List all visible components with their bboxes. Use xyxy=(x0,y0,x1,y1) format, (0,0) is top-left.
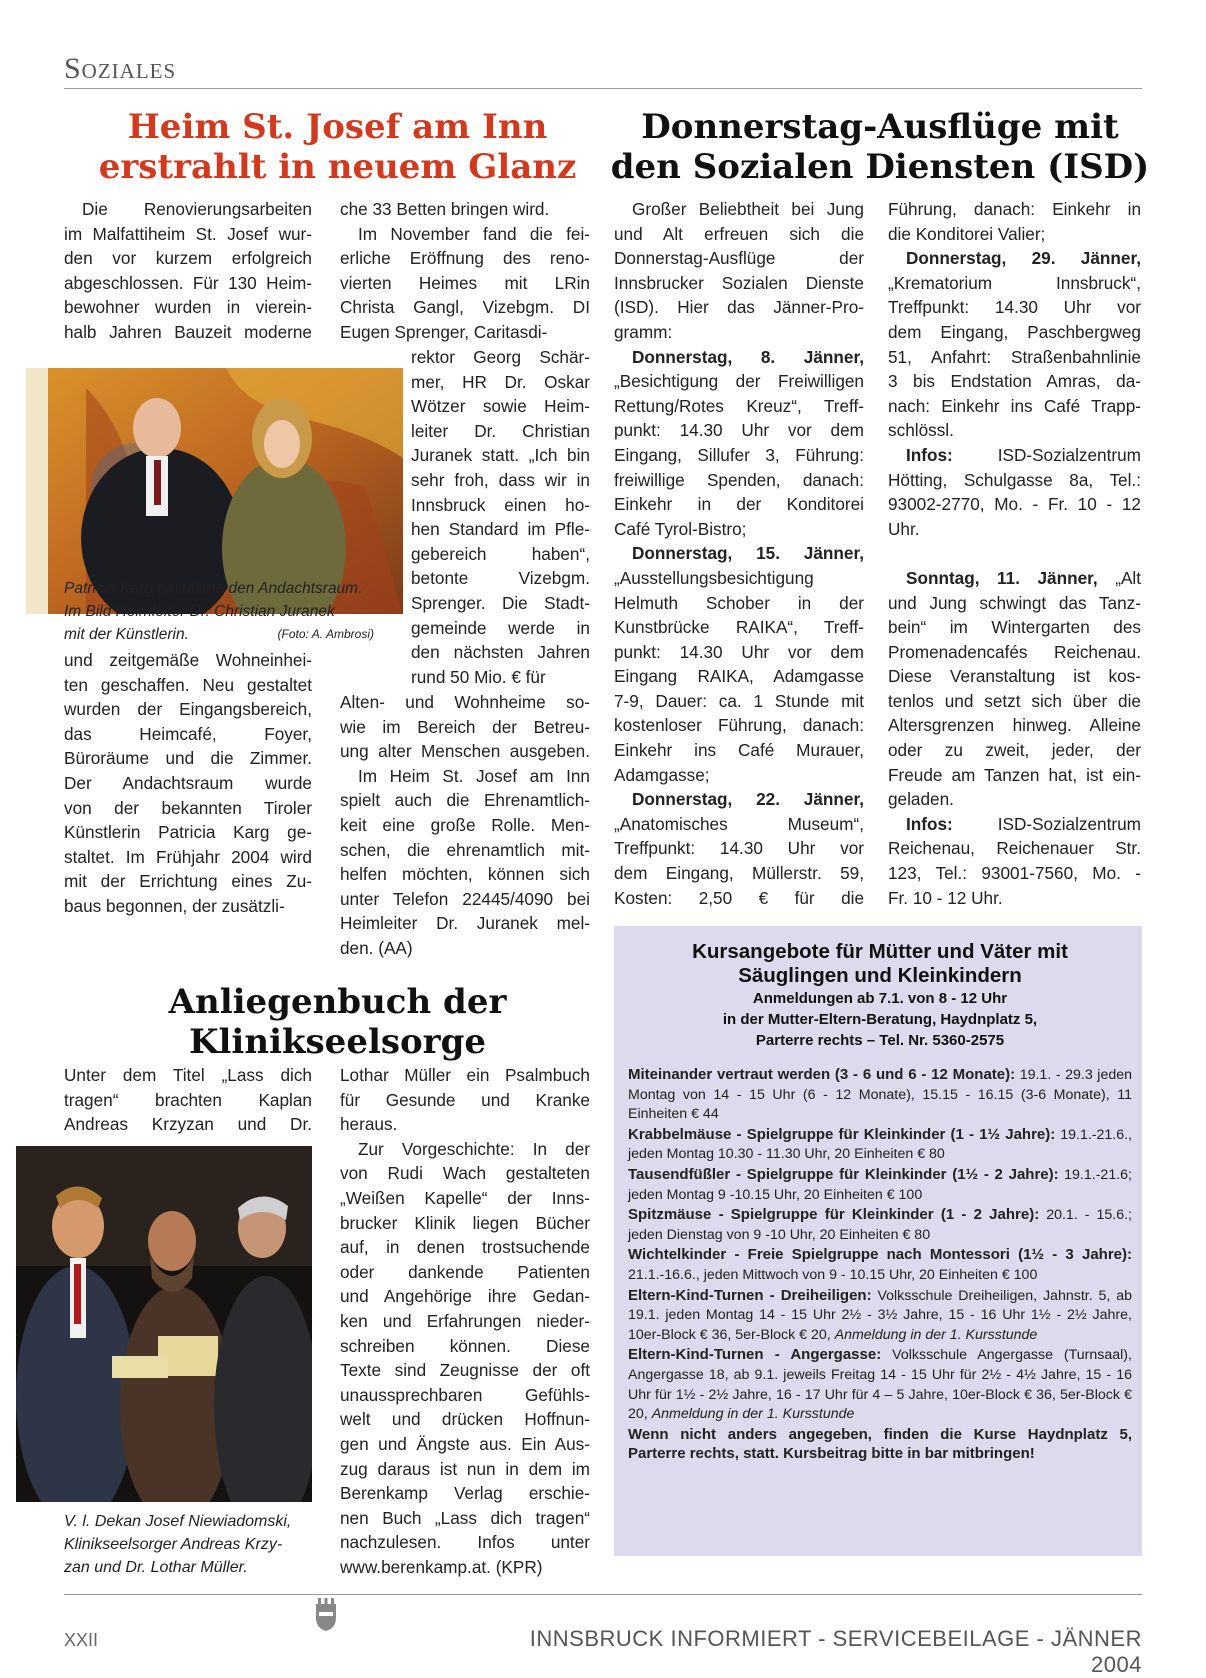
text-line: Andreas Krzyzan und Dr. xyxy=(64,1114,312,1135)
text-line: ung alter Menschen ausgeben. xyxy=(340,741,590,762)
text-line: zug daraus ist nun in dem im xyxy=(340,1458,590,1479)
text-line: schreiben können. Diese xyxy=(340,1335,590,1356)
text-line xyxy=(888,541,1141,566)
text-line: heraus. xyxy=(340,1114,398,1135)
course-title: Eltern-Kind-Turnen - Dreiheiligen: xyxy=(628,1286,872,1304)
text-line: „Krematorium Innsbruck“, xyxy=(888,272,1141,293)
photo-credit: (Foto: A. Ambrosi) xyxy=(277,627,374,641)
text-line: Café Tyrol-Bistro; xyxy=(614,518,747,539)
text-line: nen Buch „Lass dich tragen“ xyxy=(340,1507,590,1528)
text-line: oder zu zweit, jeder, der xyxy=(888,740,1141,761)
text-line: bein“ im Wintergarten des xyxy=(888,617,1141,638)
text-line: für Gesunde und Kranke xyxy=(340,1089,590,1110)
text-line: „Besichtigung der Freiwilligen xyxy=(614,371,864,392)
text-line: Helmuth Schober in der xyxy=(614,592,864,613)
text-line: Im Heim St. Josef am Inn xyxy=(358,765,590,786)
text-line: schen, die ehrenamtlich mit- xyxy=(340,839,590,860)
text-line: „Ausstellungsbesichtigung xyxy=(614,567,814,588)
text-line: nachzulesen. Infos unter xyxy=(340,1532,590,1553)
text-line: rund 50 Mio. € für xyxy=(411,666,546,687)
text-line: kostenloser Führung, danach: xyxy=(614,715,864,736)
box-registration: Anmeldungen ab 7.1. von 8 - 12 Uhr in der Mutter-Eltern-Beratung, Haydnplatz 5, Parterre rechts – Tel. Nr. 5360-2575 xyxy=(722,990,1038,1049)
text-line: staltet. Im Frühjahr 2004 wird xyxy=(64,846,312,867)
course-title: Eltern-Kind-Turnen - Angergasse: xyxy=(628,1346,882,1364)
text-line: Texte sind Zeugnisse der oft xyxy=(340,1360,590,1381)
text-line: helfen möchten, können sich xyxy=(340,864,590,885)
course-item xyxy=(628,1125,1132,1165)
text-line: nach: Einkehr ins Café Trapp- xyxy=(888,395,1141,416)
course-item xyxy=(628,1165,1132,1205)
footer-title: INNSBRUCK INFORMIERT - SERVICEBEILAGE - JÄNNER 2004 xyxy=(529,1626,1142,1677)
text-line: gramm: xyxy=(614,321,673,342)
text-line: www.berenkamp.at. (KPR) xyxy=(340,1556,543,1577)
text-line: das Heimcafé, Foyer, xyxy=(64,723,312,744)
text-line: Führung, danach: Einkehr in xyxy=(888,199,1141,219)
text-line: Uhr. xyxy=(888,518,920,539)
text-line: Eingang RAIKA, Adamgasse xyxy=(614,666,864,687)
text-line: Innsbrucker Sozialen Dienste xyxy=(614,272,864,293)
text-line: 93002-2770, Mo. - Fr. 10 - 12 xyxy=(888,494,1141,515)
text-line: oder dankende Patienten xyxy=(340,1261,590,1282)
box-course-list xyxy=(628,1065,1132,1464)
course-details: 19.1. - 29.3 jeden Montag von 14 - 15 Uhr (6 - 12 Monate), 15.15 - 16.15 (3-6 Monate), 11 Einheiten € 44 xyxy=(628,1067,1132,1123)
text-line: Donnerstag, 29. Jänner, xyxy=(906,248,1141,269)
text-line: Innsbruck einen ho- xyxy=(411,494,590,515)
course-item xyxy=(628,1286,1132,1346)
text-line: vierten Heimes mit LRin xyxy=(340,272,590,293)
course-details: Volksschule Dreiheiligen, Jahnstr. 5, ab 19.1. jeden Montag 14 - 15 Uhr 2½ - 3½ Jahre, 15 - 16 Uhr 1½ - 2½ Jahre, 10er-Block € 36, 5er-Block € 20, xyxy=(628,1287,1132,1343)
text-line: Büroräume und die Zimmer. xyxy=(64,748,312,769)
text-line: und Angehörige ihre Gedan- xyxy=(340,1286,590,1307)
text-line: Donnerstag-Ausflüge der xyxy=(614,248,864,269)
text-line: Alten- und Wohnheime so- xyxy=(340,692,590,712)
text-line: spielt auch die Ehrenamtlich- xyxy=(340,790,590,811)
photo-klinik xyxy=(16,1146,312,1502)
text-line: gebereich haben“, xyxy=(411,543,590,564)
text-line: abgeschlossen. Für 130 Heim- xyxy=(64,272,312,293)
text-line: Fr. 10 - 12 Uhr. xyxy=(888,887,1003,908)
text-line: welt und drücken Hoffnun- xyxy=(340,1409,590,1430)
text-line: punkt: 14.30 Uhr vor dem xyxy=(614,420,864,441)
article2-title: Anliegenbuch der Klinikseelsorge xyxy=(168,982,507,1062)
article3-col2 xyxy=(888,197,1141,910)
course-details: Volksschule Angergasse (Turnsaal), Angergasse 18, ab 9.1. jeweils Freitag 14 - 15 Uhr für 2½ - 4½ Jahre, 15 - 16 Uhr für 1½ - 2½ Jahre, 16 - 17 Uhr für 4 – 5 Jahre, 10er-Block € 36, 5er-Block € 20, xyxy=(628,1347,1132,1423)
box-closing: Wenn nicht anders angegeben, finden die Kurse Haydnplatz 5, Parterre rechts, statt. Kursbeitrag bitte in bar mitbringen! xyxy=(628,1425,1132,1463)
text-line: dem Eingang, Müllerstr. 59, xyxy=(614,863,864,884)
text-line: Eugen Sprenger, Caritasdi- xyxy=(340,321,548,342)
text-line: die Konditorei Valier; xyxy=(888,223,1046,244)
photo-heim-caption: Patricia Karg gestaltete den Andachtsraum. Im Bild Heimleiter Dr. Christian Juranek mit der Künstlerin. (Foto: A. Ambrosi) xyxy=(64,577,374,646)
text-line: brucker Klinik liegen Bücher xyxy=(340,1212,590,1233)
article3-title: Donnerstag-Ausflüge mit den Sozialen Diensten (ISD) xyxy=(610,107,1150,187)
text-line: Freude am Tanzen hat, ist ein- xyxy=(888,764,1141,785)
page-number: XXII xyxy=(64,1630,99,1650)
text-line: Adamgasse; xyxy=(614,764,710,785)
text-line: punkt: 14.30 Uhr vor dem xyxy=(614,641,864,662)
course-title: Spitzmäuse - Spielgruppe für Kleinkinder (1 - 2 Jahre): xyxy=(628,1206,1040,1224)
text-line: unaussprechbaren Gefühls- xyxy=(340,1384,590,1405)
text-line: leiter Dr. Christian xyxy=(411,420,590,441)
city-crest-icon xyxy=(313,1596,339,1632)
text-line: Infos: ISD-Sozialzentrum xyxy=(906,813,1141,834)
text-line: Eingang, Sillufer 3, Führung: xyxy=(614,444,864,465)
text-line: Reichenau, Reichenauer Str. xyxy=(888,838,1141,859)
text-line: erliche Eröffnung des reno- xyxy=(340,248,590,269)
text-line: wie im Bereich der Betreu- xyxy=(340,716,590,737)
text-line: Wötzer sowie Heim- xyxy=(411,396,590,417)
text-line: Christa Gangl, Vizebgm. DI xyxy=(340,297,590,318)
text-line: Einkehr ins Café Murauer, xyxy=(614,740,864,761)
footer-rule xyxy=(64,1594,1142,1595)
text-line: schlössl. xyxy=(888,420,954,441)
text-line: den vor kurzem erfolgreich xyxy=(64,248,312,269)
text-line: Sprenger. Die Stadt- xyxy=(411,592,590,613)
text-line: und Jung schwingt das Tanz- xyxy=(888,592,1141,613)
text-line: von der bekannten Tiroler xyxy=(64,797,312,818)
course-item xyxy=(628,1245,1132,1285)
text-line: Zur Vorgeschichte: In der xyxy=(358,1138,590,1159)
text-line: che 33 Betten bringen wird. xyxy=(340,199,550,219)
text-line: 123, Tel.: 93001-7560, Mo. - xyxy=(888,863,1141,884)
course-info-box xyxy=(614,926,1142,1556)
course-item xyxy=(628,1205,1132,1245)
text-line: ken und Erfahrungen nieder- xyxy=(340,1310,590,1331)
text-line: Rettung/Rotes Kreuz“, Treff- xyxy=(614,395,864,416)
text-line: Die Renovierungsarbeiten xyxy=(82,199,312,219)
text-line: hen Standard im Pfle- xyxy=(411,519,590,540)
text-line: von Rudi Wach gestalteten xyxy=(340,1163,590,1184)
text-line: 51, Anfahrt: Straßenbahnlinie xyxy=(888,346,1141,367)
text-line: ten geschaffen. Neu gestaltet xyxy=(64,674,312,695)
text-line: sehr froh, dass wir in xyxy=(411,469,590,490)
text-line: mit der Errichtung eines Zu- xyxy=(64,871,312,892)
text-line: Juranek statt. „Ich bin xyxy=(411,445,590,466)
text-line: Donnerstag, 22. Jänner, xyxy=(632,789,864,810)
photo-klinik-caption: V. l. Dekan Josef Niewiadomski, Klinikseelsorger Andreas Krzy- zan und Dr. Lothar Müller. xyxy=(64,1513,292,1576)
text-line: geladen. xyxy=(888,789,954,810)
article3-col1 xyxy=(614,197,864,910)
course-details: 21.1.-16.6., jeden Mittwoch von 9 - 10.15 Uhr, 20 Einheiten € 100 xyxy=(628,1266,1038,1283)
article1-col1-top xyxy=(64,197,312,345)
course-title: Krabbelmäuse - Spielgruppe für Kleinkinder (1 - 1½ Jahre): xyxy=(628,1125,1056,1143)
text-line: Unter dem Titel „Lass dich xyxy=(64,1065,312,1085)
text-line: keit eine große Rolle. Men- xyxy=(340,814,590,835)
text-line: gemeinde werde in xyxy=(411,617,590,638)
text-line: halb Jahren Bauzeit moderne xyxy=(64,321,312,342)
text-line: Altersgrenzen hinweg. Alleine xyxy=(888,715,1141,736)
text-line: „Weißen Kapelle“ der Inns- xyxy=(340,1187,590,1208)
text-line: mer, HR Dr. Oskar xyxy=(411,371,590,392)
course-note: Anmeldung in der 1. Kursstunde xyxy=(651,1406,855,1423)
infos-label: Infos: xyxy=(906,444,953,465)
text-line: betonte Vizebgm. xyxy=(411,568,590,589)
text-line: im Malfattiheim St. Josef wur- xyxy=(64,223,312,244)
text-line: baus begonnen, der zusätzli- xyxy=(64,895,285,916)
article1-col1-bottom xyxy=(64,648,312,919)
text-line: den nächsten Jahren xyxy=(411,642,590,663)
text-line: (ISD). Hier das Jänner-Pro- xyxy=(614,297,864,318)
text-line: 3 bis Endstation Amras, da- xyxy=(888,371,1141,392)
text-line: Treffpunkt: 14.30 Uhr vor xyxy=(888,297,1141,318)
text-line: und zeitgemäße Wohneinhei- xyxy=(64,650,312,670)
photo-klinik-image xyxy=(16,1146,312,1502)
text-line: 7-9, Dauer: ca. 1 Stunde mit xyxy=(614,690,864,711)
text-line: auf, in denen trostsuchende xyxy=(340,1237,590,1258)
course-title: Tausendfüßler - Spielgruppe für Kleinkinder (1½ - 2 Jahre): xyxy=(628,1165,1059,1183)
text-line: Infos: ISD-Sozialzentrum xyxy=(906,444,1141,465)
header-rule xyxy=(64,88,1142,89)
course-note: Anmeldung in der 1. Kursstunde xyxy=(834,1326,1038,1343)
event-date: Sonntag, 11. Jänner, xyxy=(906,567,1098,588)
text-line: tenlos und setzt sich über die xyxy=(888,690,1141,711)
text-line: Donnerstag, 15. Jänner, xyxy=(632,543,864,564)
text-line: Künstlerin Patricia Karg ge- xyxy=(64,822,312,843)
text-line: und Alt erfreuen sich die xyxy=(614,223,864,244)
article1-col2-top xyxy=(340,197,590,345)
text-line: Hötting, Schulgasse 8a, Tel.: xyxy=(888,469,1141,490)
article2-col1 xyxy=(64,1063,312,1137)
text-line: Einkehr in der Konditorei xyxy=(614,494,864,515)
text-line: Großer Beliebtheit bei Jung xyxy=(632,199,864,219)
course-item xyxy=(628,1345,1132,1424)
article1-title: Heim St. Josef am Inn erstrahlt in neuem Glanz xyxy=(98,107,577,187)
article1-col2-narrow xyxy=(411,345,590,689)
text-line: Lothar Müller ein Psalmbuch xyxy=(340,1065,590,1085)
infos-label: Infos: xyxy=(906,813,953,834)
course-item xyxy=(628,1065,1132,1125)
text-line: Promenadencafés Reichenau. xyxy=(888,641,1141,662)
text-line: bewohner wurden in vierein- xyxy=(64,297,312,318)
course-details: 20.1. - 15.6.; jeden Dienstag von 9 -10 Uhr, 20 Einheiten € 80 xyxy=(628,1207,1132,1243)
text-line: Berenkamp Verlag erschie- xyxy=(340,1483,590,1504)
section-label: Soziales xyxy=(64,52,177,85)
course-details: 19.1.-21.6., jeden Montag 10.30 - 11.30 Uhr, 20 Einheiten € 80 xyxy=(628,1126,1132,1163)
text-line: Der Andachtsraum wurde xyxy=(64,772,312,793)
box-title: Kursangebote für Mütter und Väter mit Säuglingen und Kleinkindern xyxy=(692,940,1068,987)
article1-col2-bottom xyxy=(340,690,590,961)
text-line: Heimleiter Dr. Juranek mel- xyxy=(340,913,590,934)
article2-col2 xyxy=(340,1063,590,1579)
text-line: Sonntag, 11. Jänner, „Alt xyxy=(906,567,1142,588)
text-line: tragen“ brachten Kaplan xyxy=(64,1089,312,1110)
text-line: unter Telefon 22445/4090 bei xyxy=(340,888,590,909)
course-title: Wichtelkinder - Freie Spielgruppe nach Montessori (1½ - 3 Jahre): xyxy=(628,1246,1132,1264)
text-line: Donnerstag, 8. Jänner, xyxy=(632,346,864,367)
text-line: Kunstbrücke RAIKA“, Treff- xyxy=(614,617,864,638)
text-line: Im November fand die fei- xyxy=(358,223,590,244)
text-line: gen und Ängste aus. Ein Aus- xyxy=(340,1433,590,1454)
text-line: Diese Veranstaltung ist kos- xyxy=(888,666,1141,687)
text-line: Kosten: 2,50 € für die xyxy=(614,887,864,908)
course-title: Miteinander vertraut werden (3 - 6 und 6 - 12 Monate): xyxy=(628,1066,1016,1083)
course-details: 19.1.-21.6; jeden Montag 9 -10.15 Uhr, 20 Einheiten € 100 xyxy=(628,1166,1132,1203)
text-line: dem Eingang, Paschbergweg xyxy=(888,321,1141,342)
text-line: den. (AA) xyxy=(340,937,413,958)
text-line: freiwillige Spenden, danach: xyxy=(614,469,864,490)
text-line: „Anatomisches Museum“, xyxy=(614,813,864,834)
text-line: wurden der Eingangsbereich, xyxy=(64,699,312,720)
text-line: Treffpunkt: 14.30 Uhr vor xyxy=(614,838,864,859)
text-line: rektor Georg Schär- xyxy=(411,347,590,367)
